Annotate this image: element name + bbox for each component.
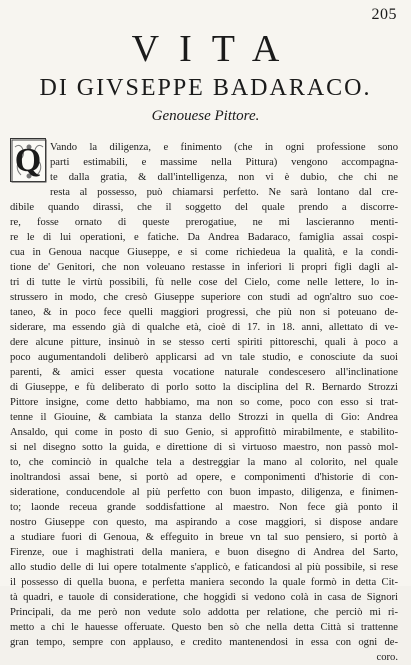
text-line: te dalla gratia, & dall'intelligenza, non vi è dubio, che chi ne — [50, 172, 398, 183]
subject-description: Genouese Pittore. — [151, 108, 260, 124]
page-number: 205 — [371, 6, 397, 23]
text-line: tà quadri, e tauole di consideratione, che hoggidì si vedono colà in casa de Signori — [10, 592, 398, 603]
text-line: allo studio delle di lui opere totalmente s'applicò, e faticandosi al più possibile, si rese — [10, 562, 398, 573]
text-line: re le di lui operationi, e fatiche. Da Andrea Badaraco, famiglia assai cospi- — [10, 232, 398, 243]
page-title: VITA — [131, 28, 300, 70]
text-line: strussero in modo, che cresò Giuseppe superiore con studi ad ogn'altro suo coe- — [10, 292, 398, 303]
text-line: cua in Genoua nacque Giuseppe, e si come richiedeua la qualità, e la condi- — [10, 247, 398, 258]
text-line: taneo, & in poco fece quelli maggiori progressi, che più non si poteuano de- — [10, 307, 398, 318]
text-line: dibile quando dirassi, che il soggetto del quale prendo a discorre- — [10, 202, 398, 213]
text-line: inoltrandosi assai bene, si portò ad opere, e componimenti d'historie di con- — [10, 472, 398, 483]
text-line: Ansaldo, qui come in posto di suo Genio, si approfittò mirabilmente, e stabilito- — [10, 427, 398, 438]
text-line: a studiare fuori di Genoua, & effeguito in breue vn tal suo pensiero, si portò à — [10, 532, 398, 543]
text-line: re, fosse ornato di queste prerogatiue, ne mi lascieranno menti- — [10, 217, 398, 228]
text-line: coro. — [376, 652, 398, 663]
text-line: tenne il Giouine, & cambiata la stanza dello Strozzi in quella di Gio: Andrea — [10, 412, 398, 423]
text-line: poco augumentandoli deliberò applicarsi ad vn tale studio, e conosciute da suoi — [10, 352, 398, 363]
text-line: tri di tutte le virtù possibili, fù nelle cose del Cielo, come nelle lettere, lo in- — [10, 277, 398, 288]
drop-cap-letter: Q — [14, 142, 42, 179]
text-line: tione de' Genitori, che non voleuano restasse in inferiori li propri figli dagli al- — [10, 262, 398, 273]
text-line: parti estimabili, e massime nella Pittura) vengono accompagna- — [50, 157, 398, 168]
text-line: Firenze, oue i maghistrati della maniera, e buon disegno di Andrea del Sarto, — [10, 547, 398, 558]
text-line: si nel disegno sotto la guida, e direttione di sì virtuoso maestro, non passò mol- — [10, 442, 398, 453]
text-line: to; laonde receua grande soddisfattione al maestro. Non fece già ponto il — [10, 502, 398, 513]
text-line: di Giuseppe, e fù deliberato di porlo sotto la disciplina del R. Bernardo Strozzi — [10, 382, 398, 393]
text-line: Pittore insigne, come detto habbiamo, ma non so come, poco con esso si trat- — [10, 397, 398, 408]
text-line: dere alcune pitture, insinuò in se stesso certi spiriti pittoreschi, quali à poco a — [10, 337, 398, 348]
text-line: Vando la diligenza, e finimento (che in ogni professione sono — [50, 142, 398, 153]
text-line: nostro Giuseppe con questo, ma aspirando a cose maggiori, si dispose andare — [10, 517, 398, 528]
text-line: gran tempo, sempre con applauso, e credito mantenendosi in essa con ogni de- — [10, 637, 398, 648]
text-line: il possesso di quella buona, e perfetta maniera secondo la quale formò in detta Cit- — [10, 577, 398, 588]
subject-name: DI GIVSEPPE BADARACO. — [39, 75, 372, 101]
text-line: parenti, & amici esser questa vocatione naturale condescesero all'inclinatione — [10, 367, 398, 378]
text-line: sideratione, conducendole al più perfetto con buon impasto, diligenza, e finimen- — [10, 487, 398, 498]
body-text — [10, 140, 398, 665]
text-line: to, che cominciò in qualche tela a destreggiar la mano al colorito, nel quale — [10, 457, 398, 468]
text-line: Principali, da me però non vedute solo addotta per relatione, che perciò mi ri- — [10, 607, 398, 618]
text-line: metto a chi le hauesse offeruate. Questo ben sò che nella detta Città si trattenne — [10, 622, 398, 633]
text-line: resta al possesso, può chiamarsi perfetto. Ne sarà lontano dal cre- — [50, 187, 398, 198]
text-line: siderare, ma essendo già di qualche età, cioè di 17. in 18. anni, allettato di ve- — [10, 322, 398, 333]
